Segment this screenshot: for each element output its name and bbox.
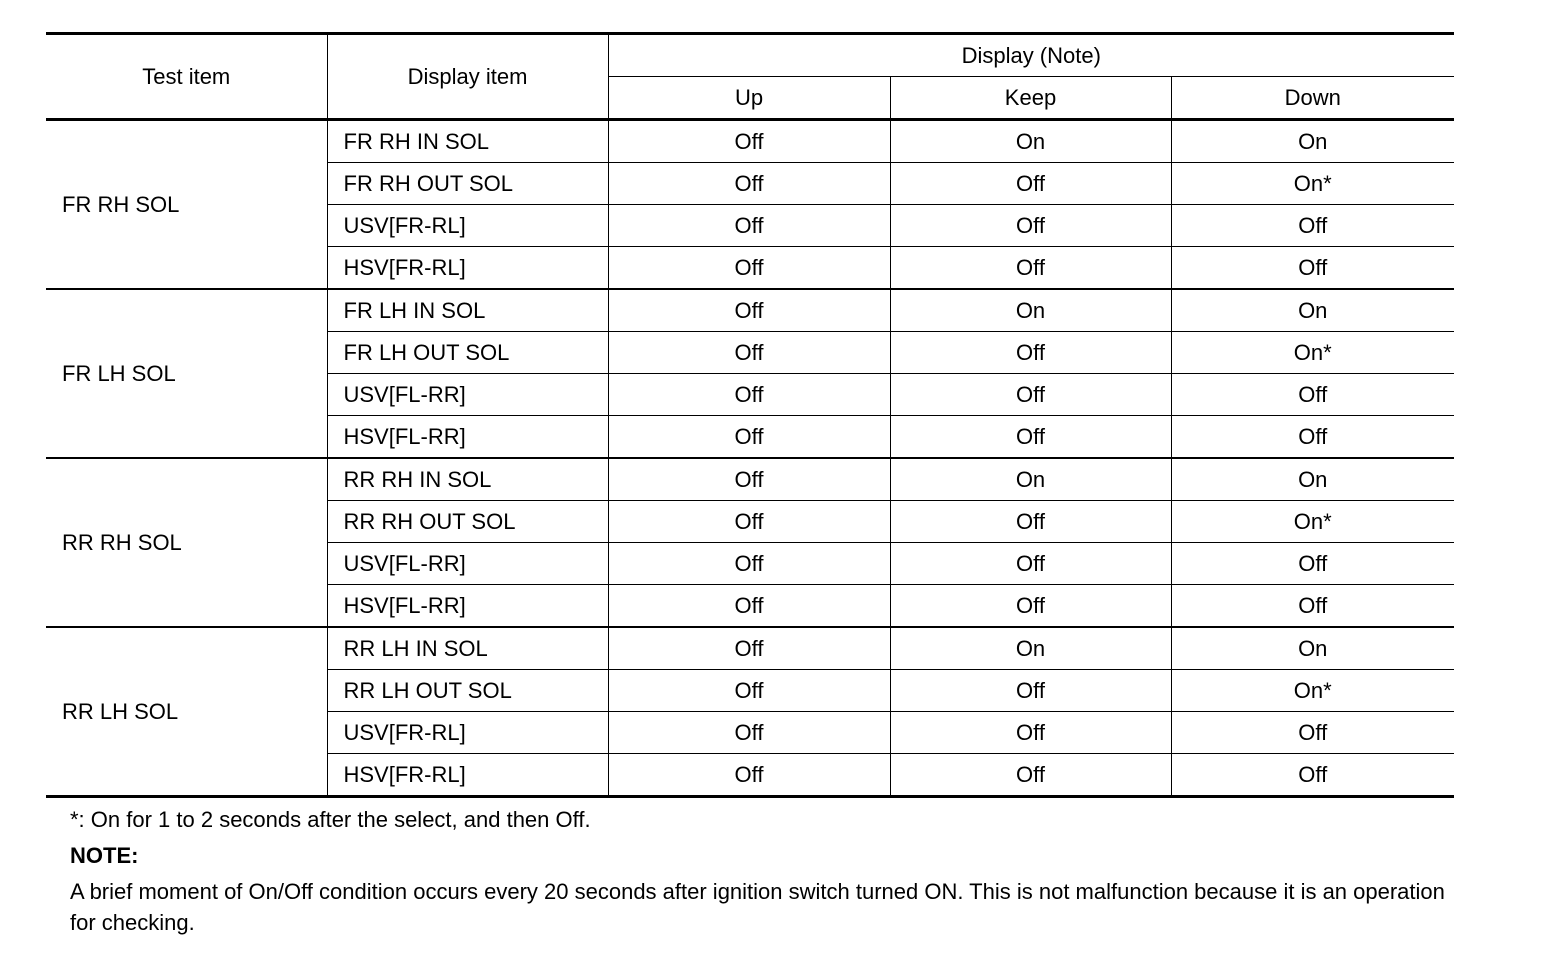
up-cell: Off (608, 416, 890, 459)
test-item-cell: FR LH SOL (46, 289, 327, 458)
up-cell: Off (608, 205, 890, 247)
table-row (46, 289, 1454, 332)
up-cell: Off (608, 374, 890, 416)
keep-cell: Off (890, 670, 1171, 712)
header-keep: Keep (890, 77, 1171, 120)
down-cell: On* (1171, 501, 1454, 543)
display-item-cell: FR RH OUT SOL (327, 163, 608, 205)
display-item-cell: FR LH OUT SOL (327, 332, 608, 374)
display-item-cell: USV[FL-RR] (327, 543, 608, 585)
notes-section (46, 804, 1454, 938)
keep-cell: Off (890, 585, 1171, 628)
up-cell: Off (608, 247, 890, 290)
keep-cell: Off (890, 374, 1171, 416)
down-cell: Off (1171, 543, 1454, 585)
down-cell: Off (1171, 205, 1454, 247)
table-row (46, 627, 1454, 670)
table-row (46, 120, 1454, 163)
down-cell: Off (1171, 374, 1454, 416)
down-cell: On (1171, 627, 1454, 670)
down-cell: On* (1171, 332, 1454, 374)
down-cell: On* (1171, 163, 1454, 205)
header-display-note: Display (Note) (608, 34, 1454, 77)
keep-cell: On (890, 627, 1171, 670)
display-item-cell: USV[FR-RL] (327, 205, 608, 247)
display-item-cell: FR RH IN SOL (327, 120, 608, 163)
footnote: *: On for 1 to 2 seconds after the select, and then Off. (70, 807, 591, 832)
note-heading: NOTE: (70, 843, 139, 868)
display-item-cell: HSV[FR-RL] (327, 754, 608, 797)
note-body: A brief moment of On/Off condition occurs every 20 seconds after ignition switch turned ON. This is not malfunction because it is an operation for checking. (70, 879, 1445, 935)
test-item-cell: FR RH SOL (46, 120, 327, 290)
up-cell: Off (608, 458, 890, 501)
up-cell: Off (608, 120, 890, 163)
down-cell: Off (1171, 247, 1454, 290)
keep-cell: Off (890, 754, 1171, 797)
up-cell: Off (608, 712, 890, 754)
up-cell: Off (608, 627, 890, 670)
display-item-cell: HSV[FL-RR] (327, 416, 608, 459)
test-item-cell: RR LH SOL (46, 627, 327, 797)
header-up: Up (608, 77, 890, 120)
document-page (46, 32, 1454, 938)
down-cell: Off (1171, 585, 1454, 628)
table-row (46, 458, 1454, 501)
header-down: Down (1171, 77, 1454, 120)
up-cell: Off (608, 163, 890, 205)
display-item-cell: USV[FR-RL] (327, 712, 608, 754)
header-test-item: Test item (46, 34, 327, 120)
keep-cell: Off (890, 501, 1171, 543)
keep-cell: On (890, 120, 1171, 163)
display-item-cell: HSV[FR-RL] (327, 247, 608, 290)
keep-cell: Off (890, 332, 1171, 374)
display-item-cell: RR RH IN SOL (327, 458, 608, 501)
keep-cell: Off (890, 247, 1171, 290)
down-cell: On (1171, 120, 1454, 163)
keep-cell: Off (890, 205, 1171, 247)
display-item-cell: RR LH OUT SOL (327, 670, 608, 712)
up-cell: Off (608, 670, 890, 712)
header-display-item: Display item (327, 34, 608, 120)
down-cell: On (1171, 289, 1454, 332)
display-item-cell: USV[FL-RR] (327, 374, 608, 416)
up-cell: Off (608, 543, 890, 585)
display-item-cell: RR LH IN SOL (327, 627, 608, 670)
down-cell: On (1171, 458, 1454, 501)
solenoid-display-table (46, 32, 1454, 798)
up-cell: Off (608, 289, 890, 332)
up-cell: Off (608, 585, 890, 628)
down-cell: Off (1171, 712, 1454, 754)
up-cell: Off (608, 332, 890, 374)
down-cell: On* (1171, 670, 1454, 712)
display-item-cell: HSV[FL-RR] (327, 585, 608, 628)
keep-cell: Off (890, 712, 1171, 754)
up-cell: Off (608, 501, 890, 543)
keep-cell: Off (890, 416, 1171, 459)
keep-cell: Off (890, 543, 1171, 585)
keep-cell: On (890, 458, 1171, 501)
display-item-cell: RR RH OUT SOL (327, 501, 608, 543)
test-item-cell: RR RH SOL (46, 458, 327, 627)
up-cell: Off (608, 754, 890, 797)
down-cell: Off (1171, 754, 1454, 797)
display-item-cell: FR LH IN SOL (327, 289, 608, 332)
keep-cell: On (890, 289, 1171, 332)
table-body (46, 120, 1454, 797)
keep-cell: Off (890, 163, 1171, 205)
down-cell: Off (1171, 416, 1454, 459)
